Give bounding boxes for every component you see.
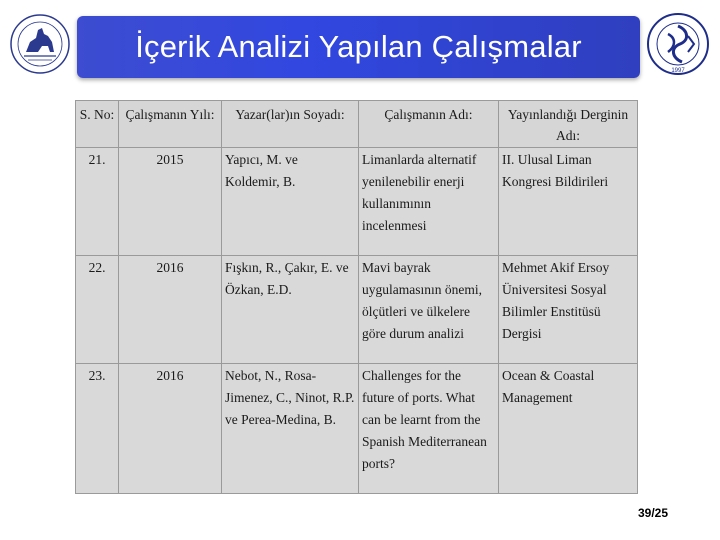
table-row [76,364,638,494]
cell-no: 21. [76,148,119,256]
header-authors: Yazar(lar)ın Soyadı: [222,101,359,148]
cell-authors: Nebot, N., Rosa-Jimenez, C., Ninot, R.P. ve Perea-Medina, B. [222,364,359,494]
table-row [76,148,638,256]
cell-no: 22. [76,256,119,364]
cell-journal: Mehmet Akif Ersoy Üniversitesi Sosyal Bilimler Enstitüsü Dergisi [499,256,638,364]
university-seal-icon [8,8,72,80]
table-header-row [76,101,638,148]
cell-title: Challenges for the future of ports. What can be learnt from the Spanish Mediterranean ports? [359,364,499,494]
slide-title: İçerik Analizi Yapılan Çalışmalar [135,29,582,64]
table-row [76,256,638,364]
header-no: S. No: [76,101,119,148]
header-title: Çalışmanın Adı: [359,101,499,148]
cell-no: 23. [76,364,119,494]
cell-year: 2015 [119,148,222,256]
header-year: Çalışmanın Yılı: [119,101,222,148]
studies-table [75,100,638,494]
cell-journal: II. Ulusal Liman Kongresi Bildirileri [499,148,638,256]
emblem-year: 1997 [671,68,685,74]
university-emblem-icon [646,8,710,80]
cell-year: 2016 [119,364,222,494]
cell-year: 2016 [119,256,222,364]
cell-authors: Fışkın, R., Çakır, E. ve Özkan, E.D. [222,256,359,364]
cell-title: Limanlarda alternatif yenilenebilir enerji kullanımının incelenmesi [359,148,499,256]
title-bar [77,16,640,78]
cell-authors: Yapıcı, M. ve Koldemir, B. [222,148,359,256]
cell-title: Mavi bayrak uygulamasının önemi, ölçütleri ve ülkelere göre durum analizi [359,256,499,364]
page-number: 39/25 [638,506,669,520]
header-journal: Yayınlandığı Derginin Adı: [499,101,638,148]
cell-journal: Ocean & Coastal Management [499,364,638,494]
